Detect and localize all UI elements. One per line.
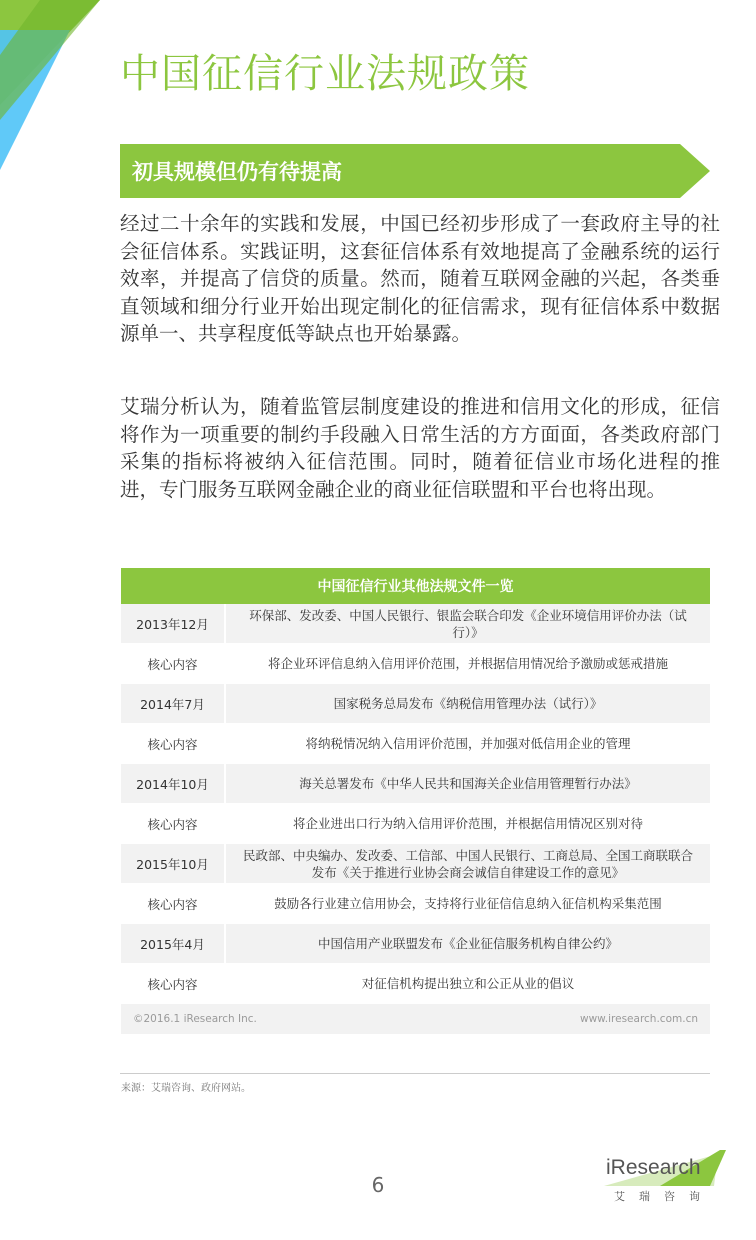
row-text: 将企业进出口行为纳入信用评价范围，并根据信用情况区别对待 [226,804,710,843]
row-text: 将企业环评信息纳入信用评价范围，并根据信用情况给予激励或惩戒措施 [226,644,710,683]
row-text: 中国信用产业联盟发布《企业征信服务机构自律公约》 [226,924,710,963]
copyright-text: ©2016.1 iResearch Inc. [133,1013,257,1025]
iresearch-logo [600,1148,730,1208]
row-label: 2013年12月 [121,604,224,643]
table-row [121,924,710,963]
table-row [121,604,710,643]
regulations-table [121,568,710,1034]
row-label: 核心内容 [121,804,224,843]
row-text: 将纳税情况纳入信用评价范围，并加强对低信用企业的管理 [226,724,710,763]
table-row [121,644,710,683]
table-row [121,804,710,843]
table-row [121,684,710,723]
table-row [121,964,710,1003]
corner-decoration [0,0,110,180]
source-note: 来源：艾瑞咨询、政府网站。 [121,1083,251,1094]
section-heading: 初具规模但仍有待提高 [132,160,342,184]
table-row [121,844,710,883]
paragraph-2: 艾瑞分析认为，随着监管层制度建设的推进和信用文化的形成，征信将作为一项重要的制约手段融入日常生活的方方面面，各类政府部门采集的指标将被纳入征信范围。同时，随着征信业市场化进程的推进，专门服务互联网金融企业的商业征信联盟和平台也将出现。 [120,395,720,501]
website-text: www.iresearch.com.cn [579,1013,698,1025]
row-label: 2014年7月 [121,684,224,723]
page-number: 6 [371,1173,385,1197]
row-label: 2015年10月 [121,844,224,883]
logo-subtitle: 艾瑞咨询 [614,1190,714,1203]
row-text: 对征信机构提出独立和公正从业的倡议 [226,964,710,1003]
logo-wordmark: iResearch [606,1156,701,1179]
table-title: 中国征信行业其他法规文件一览 [121,568,710,604]
row-text: 环保部、发改委、中国人民银行、银监会联合印发《企业环境信用评价办法（试行）》 [226,604,710,643]
row-label: 核心内容 [121,724,224,763]
row-text: 民政部、中央编办、发改委、工信部、中国人民银行、工商总局、全国工商联联合发布《关于推进行业协会商会诚信自律建设工作的意见》 [226,844,710,883]
divider [120,1073,710,1074]
table-row [121,764,710,803]
row-label: 2014年10月 [121,764,224,803]
row-text: 国家税务总局发布《纳税信用管理办法（试行）》 [226,684,710,723]
row-text: 鼓励各行业建立信用协会，支持将行业征信信息纳入征信机构采集范围 [226,884,710,923]
page-title: 中国征信行业法规政策 [120,51,530,97]
table-footer [121,1004,710,1034]
row-label: 核心内容 [121,964,224,1003]
row-text: 海关总署发布《中华人民共和国海关企业信用管理暂行办法》 [226,764,710,803]
paragraph-1: 经过二十余年的实践和发展，中国已经初步形成了一套政府主导的社会征信体系。实践证明，这套征信体系有效地提高了金融系统的运行效率，并提高了信贷的质量。然而，随着互联网金融的兴起，各类垂直领域和细分行业开始出现定制化的征信需求，现有征信体系中数据源单一、共享程度低等缺点也开始暴露。 [120,212,720,345]
row-label: 2015年4月 [121,924,224,963]
row-label: 核心内容 [121,884,224,923]
row-label: 核心内容 [121,644,224,683]
section-banner [120,144,710,198]
table-row [121,724,710,763]
table-row [121,884,710,923]
